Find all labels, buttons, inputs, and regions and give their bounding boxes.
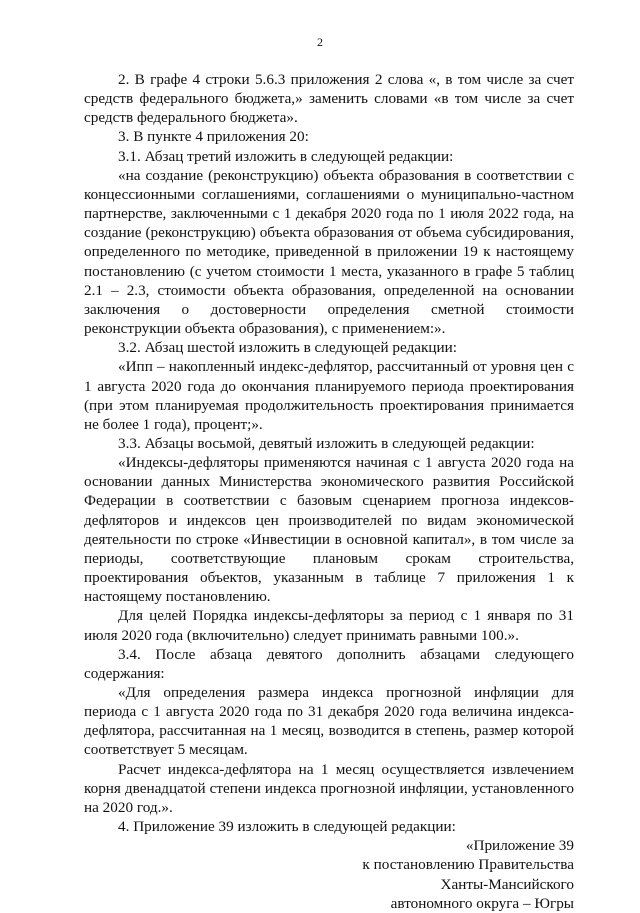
paragraph-item-3: 3. В пункте 4 приложения 20: — [118, 128, 309, 146]
quoted-paragraph: «Для определения размера индекса прогнозной инфляции для периода с 1 августа 2020 года по 31 декабря 2020 года величина индекса-дефлятора, рассчитанная на 1 месяц, возводится в степень, размер которой соответствует 5 месяцам. — [84, 684, 574, 759]
paragraph-item-2: 2. В графе 4 строки 5.6.3 приложения 2 слова «, в том числе за счет средств федерального бюджета,» заменить словами «в том числе за счет средств федерального бюджета». — [84, 71, 574, 127]
document-body — [84, 70, 574, 913]
paragraph-subitem-3-4: 3.4. После абзаца девятого дополнить абзацами следующего содержания: — [84, 645, 574, 682]
quoted-paragraph: Расчет индекса-дефлятора на 1 месяц осуществляется извлечением корня двенадцатой степени индекса прогнозной инфляции, установленного на 2020 год.». — [84, 760, 574, 816]
quoted-paragraph: «Индексы-дефляторы применяются начиная с 1 августа 2020 года на основании данных Министерства экономического развития Российской Федерации в соответствии с базовым сценарием прогноза индексов-дефляторов и индексов цен производителей по видам экономической деятельности по строке «Инвестиции в основной капитал», в том числе за периоды, соответствующие плановым срокам строительства, проектирования объектов, указанным в таблице 7 приложения 1 к настоящему постановлению. — [84, 454, 574, 606]
appendix-header-line: «Приложение 39 — [465, 837, 574, 855]
paragraph-subitem-3-1: 3.1. Абзац третий изложить в следующей редакции: — [118, 147, 454, 165]
paragraph-subitem-3-2: 3.2. Абзац шестой изложить в следующей редакции: — [118, 339, 458, 357]
paragraph-item-4: 4. Приложение 39 изложить в следующей редакции: — [118, 818, 456, 836]
appendix-header-line: автономного округа – Югры — [390, 894, 574, 912]
quoted-paragraph: «Ипп – накопленный индекс-дефлятор, рассчитанный от уровня цен с 1 августа 2020 года до окончания планируемого периода проектирования (при этом планируемая продолжительность проектирования принимается не более 1 года), процент;». — [84, 358, 574, 433]
appendix-header-line: Ханты-Мансийского — [440, 875, 574, 893]
quoted-paragraph: «на создание (реконструкцию) объекта образования в соответствии с концессионными соглашениями, соглашениями о муниципально-частном партнерстве, заключенными с 1 декабря 2020 года по 1 июля 2022 года, на создание (реконструкцию) объекта образования от объема субсидирования, определенного по методике, приведенной в приложении 19 к настоящему постановлению (с учетом стоимости 1 места, указанного в графе 5 таблиц 2.1 – 2.3, стоимости объекта образования, определенной на основании заключения о достоверности определения сметной стоимости реконструкции объекта образования), с применением:». — [84, 166, 574, 338]
page-number: 2 — [317, 35, 323, 49]
appendix-header — [84, 836, 574, 913]
appendix-header-line: к постановлению Правительства — [362, 856, 574, 874]
quoted-paragraph: Для целей Порядка индексы-дефляторы за период с 1 января по 31 июля 2020 года (включительно) следует принимать равными 100.». — [84, 607, 574, 644]
paragraph-subitem-3-3: 3.3. Абзацы восьмой, девятый изложить в следующей редакции: — [118, 434, 535, 452]
